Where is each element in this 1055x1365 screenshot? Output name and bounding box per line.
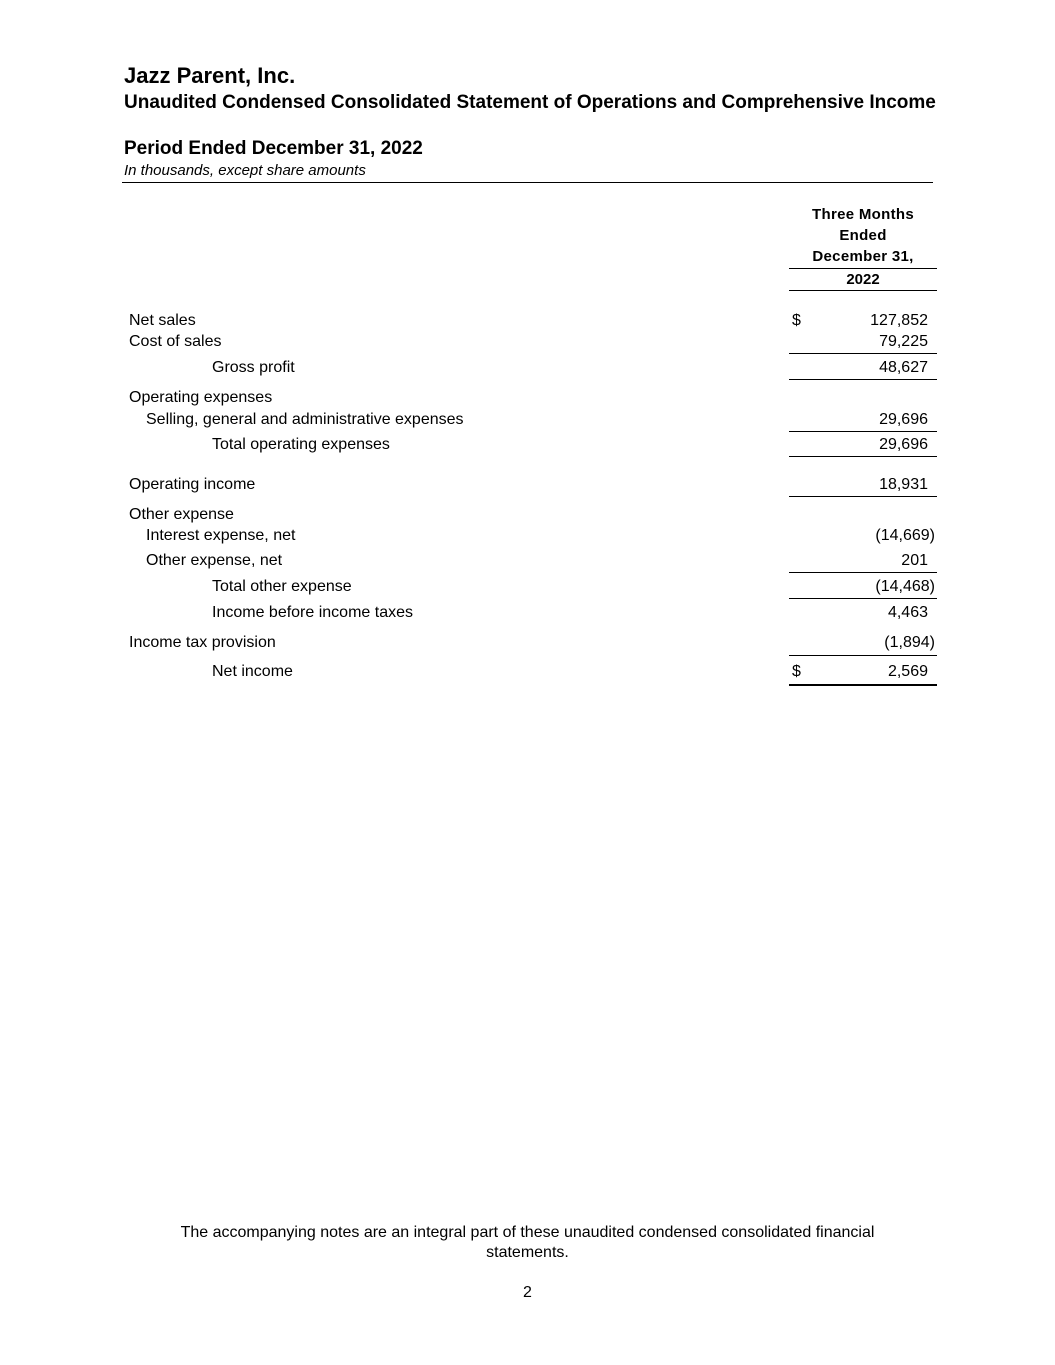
value-sga: 29,696 [879,411,928,428]
column-header [789,204,937,267]
value-income-before-taxes: 4,463 [887,604,928,621]
row-label-interest-expense: Interest expense, net [146,527,296,544]
row-label-operating-income: Operating income [129,476,256,493]
row-label-cost-of-sales: Cost of sales [129,333,222,350]
row-label-total-other-expense: Total other expense [212,578,352,595]
column-year: 2022 [789,268,937,291]
footer-note: The accompanying notes are an integral part of these unaudited condensed consolidated financial statements. [180,1224,875,1261]
row-label-net-income: Net income [212,663,293,680]
page-number: 2 [523,1284,532,1301]
row-label-sga: Selling, general and administrative expenses [146,411,464,428]
statement-period: Period Ended December 31, 2022 [124,138,423,159]
underline [789,496,937,497]
value-total-operating-expenses: 29,696 [879,436,928,453]
underline [789,456,937,457]
value-total-other-expense: (14,468) [875,578,935,595]
statement-title: Unaudited Condensed Consolidated Statement of Operations and Comprehensive Income [124,92,936,113]
section-operating-expenses: Operating expenses [129,389,273,406]
column-header-line1: Three Months [812,206,914,223]
value-operating-income: 18,931 [879,476,928,493]
row-label-gross-profit: Gross profit [212,359,295,376]
row-label-total-operating-expenses: Total operating expenses [212,436,390,453]
units-note: In thousands, except share amounts [124,162,366,179]
section-other-expense: Other expense [129,506,234,523]
value-interest-expense: (14,669) [875,527,935,544]
double-underline [789,684,937,686]
currency-symbol: $ [792,663,801,680]
underline [789,655,937,656]
column-header-line3: December 31, [812,248,914,265]
column-header-line2: Ended [839,227,887,244]
value-income-tax-provision: (1,894) [884,634,935,651]
underline [789,431,937,432]
underline [789,379,937,380]
underline [789,572,937,573]
row-label-income-before-taxes: Income before income taxes [212,604,413,621]
value-other-expense-net: 201 [901,552,928,569]
row-label-income-tax-provision: Income tax provision [129,634,276,651]
header-divider [122,182,933,183]
row-label-net-sales: Net sales [129,312,196,329]
underline [789,598,937,599]
value-net-income: 2,569 [887,663,928,680]
company-name: Jazz Parent, Inc. [124,63,296,88]
value-cost-of-sales: 79,225 [879,333,928,350]
currency-symbol: $ [792,312,801,329]
row-label-other-expense-net: Other expense, net [146,552,283,569]
value-gross-profit: 48,627 [879,359,928,376]
value-net-sales: 127,852 [870,312,928,329]
underline [789,353,937,354]
